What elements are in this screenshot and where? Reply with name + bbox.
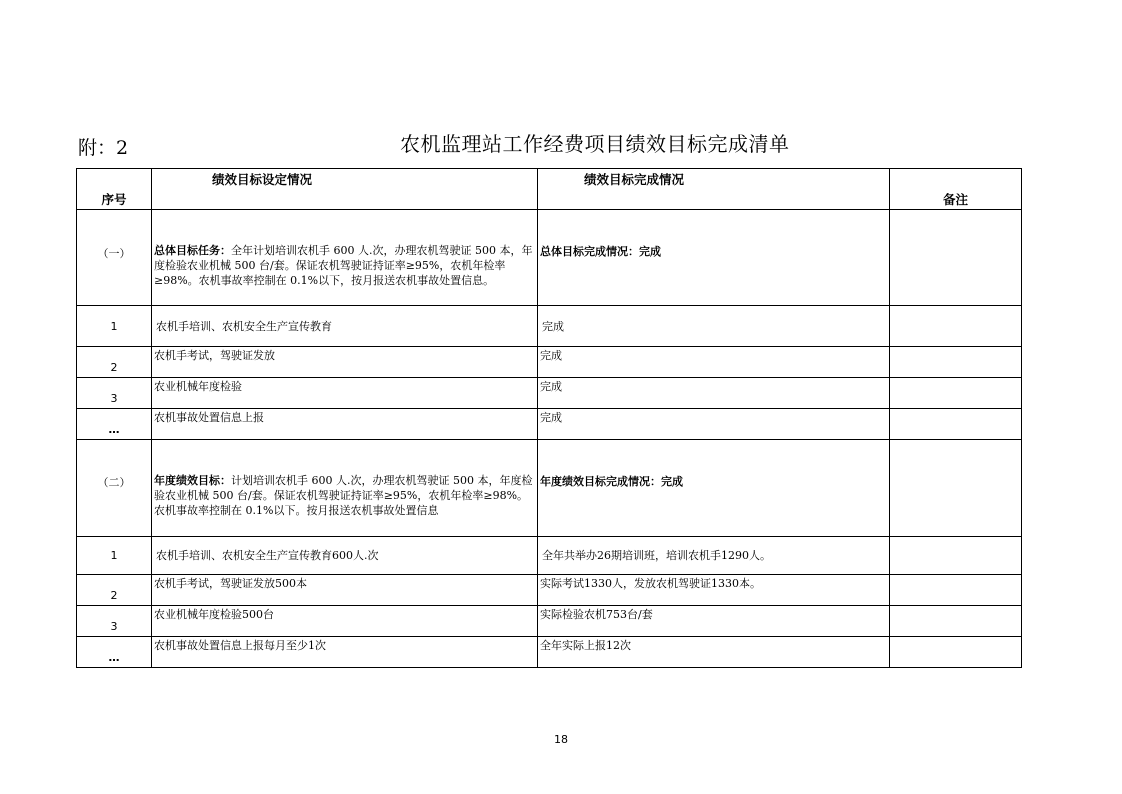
table-row [77, 537, 1022, 575]
section-row [77, 440, 1022, 537]
header-remarks: 备注 [890, 169, 1022, 210]
section-target-lead: 年度绩效目标： [154, 474, 231, 487]
row-result: 完成 [538, 306, 890, 347]
page-number: 18 [554, 733, 568, 746]
row-target: 农机事故处置信息上报每月至少1次 [152, 637, 538, 668]
row-number: … [77, 637, 152, 668]
row-target: 农机手考试，驾驶证发放 [152, 347, 538, 378]
table-header-row [77, 169, 1022, 210]
section-completion: 总体目标完成情况：完成 [538, 210, 890, 306]
header-target-setting: 绩效目标设定情况 [152, 169, 538, 210]
table-row [77, 637, 1022, 668]
row-result: 完成 [538, 409, 890, 440]
remarks-cell [890, 378, 1022, 409]
row-number: 2 [77, 575, 152, 606]
section-target [152, 440, 538, 537]
header-serial: 序号 [77, 169, 152, 210]
table-row [77, 347, 1022, 378]
table-row [77, 606, 1022, 637]
row-number: 1 [77, 537, 152, 575]
row-result: 全年实际上报12次 [538, 637, 890, 668]
section-number: （一） [77, 210, 152, 306]
remarks-cell [890, 537, 1022, 575]
remarks-cell [890, 606, 1022, 637]
row-number: 2 [77, 347, 152, 378]
section-row [77, 210, 1022, 306]
row-number: 3 [77, 606, 152, 637]
row-target: 农业机械年度检验 [152, 378, 538, 409]
remarks-cell [890, 409, 1022, 440]
row-result: 完成 [538, 378, 890, 409]
section-target [152, 210, 538, 306]
section-target-lead: 总体目标任务： [154, 244, 231, 257]
remarks-cell [890, 575, 1022, 606]
remarks-cell [890, 637, 1022, 668]
row-target: 农机事故处置信息上报 [152, 409, 538, 440]
remarks-cell [890, 440, 1022, 537]
row-result: 实际检验农机753台/套 [538, 606, 890, 637]
section-target-text: 计划培训农机手 600 人.次，办理农机驾驶证 500 本，年度检验农业机械 500 台/套。保证农机驾驶证持证率≥95%，农机年检率≥98%。农机事故率控制在 0.1%以下。按月报送农机事故处置信息 [154, 474, 533, 517]
remarks-cell [890, 210, 1022, 306]
row-target: 农业机械年度检验500台 [152, 606, 538, 637]
row-target: 农机手培训、农机安全生产宣传教育 [152, 306, 538, 347]
table-row [77, 306, 1022, 347]
table-row [77, 575, 1022, 606]
header-target-completion: 绩效目标完成情况 [538, 169, 890, 210]
row-result: 全年共举办26期培训班，培训农机手1290人。 [538, 537, 890, 575]
row-target: 农机手培训、农机安全生产宣传教育600人.次 [152, 537, 538, 575]
section-target-text: 全年计划培训农机手 600 人.次，办理农机驾驶证 500 本，年度检验农业机械 500 台/套。保证农机驾驶证持证率≥95%，农机年检率≥98%。农机事故率控制在 0.1%以下，按月报送农机事故处置信息。 [154, 244, 533, 287]
section-completion: 年度绩效目标完成情况：完成 [538, 440, 890, 537]
table-row [77, 378, 1022, 409]
row-result: 完成 [538, 347, 890, 378]
remarks-cell [890, 347, 1022, 378]
performance-table [76, 168, 1022, 668]
row-target: 农机手考试，驾驶证发放500本 [152, 575, 538, 606]
table-row [77, 409, 1022, 440]
page-title: 农机监理站工作经费项目绩效目标完成清单 [400, 132, 790, 156]
annex-label: 附：2 [78, 137, 129, 159]
row-number: 3 [77, 378, 152, 409]
row-result: 实际考试1330人，发放农机驾驶证1330本。 [538, 575, 890, 606]
row-number: 1 [77, 306, 152, 347]
remarks-cell [890, 306, 1022, 347]
section-number: （二） [77, 440, 152, 537]
row-number: … [77, 409, 152, 440]
